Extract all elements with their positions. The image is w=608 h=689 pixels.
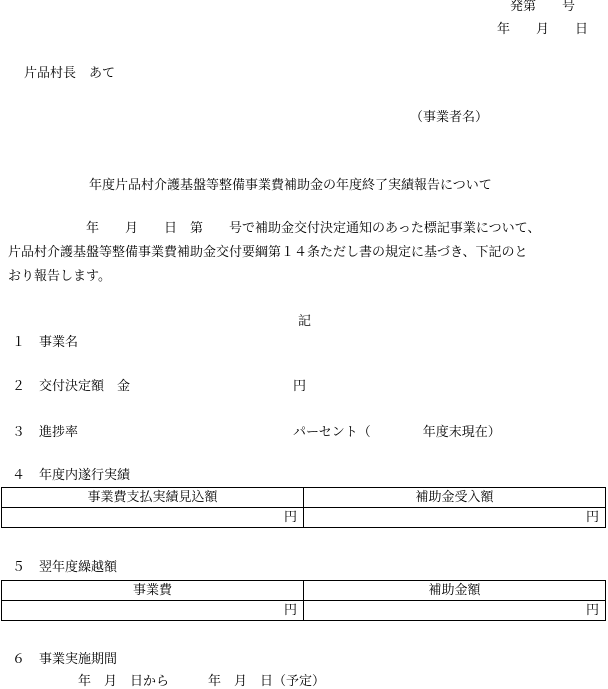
item-number: ２ — [12, 379, 26, 394]
item-number: ５ — [12, 560, 26, 575]
item-project-name: 事業名 — [39, 335, 79, 350]
body-line-3: おり報告します。 — [8, 269, 111, 284]
body-line-1: 年 月 日 第 号で補助金交付決定通知のあった標記事業について、 — [86, 221, 541, 236]
addressee: 片品村長 あて — [24, 66, 116, 81]
item-carryover: 翌年度繰越額 — [39, 560, 118, 575]
ki-heading: 記 — [298, 314, 312, 329]
progress-rate-unit: パーセント（ 年度末現在） — [293, 425, 501, 440]
item-number: ４ — [12, 468, 26, 483]
item-implementation-period: 事業実施期間 — [39, 652, 118, 667]
issue-number: 発第 号 — [510, 0, 576, 14]
implementation-period-value: 年 月 日から 年 月 日（予定） — [78, 674, 326, 689]
applicant-name: （事業者名） — [410, 110, 489, 125]
performance-header-expense: 事業費支払実績見込額 — [2, 488, 304, 508]
grant-amount-unit: 円 — [293, 379, 307, 394]
carryover-subsidy-cell: 円 — [304, 601, 606, 621]
item-number: ３ — [12, 425, 26, 440]
report-date: 年 月 日 — [497, 22, 589, 37]
carryover-header-subsidy: 補助金額 — [304, 581, 606, 601]
document-title: 年度片品村介護基盤等整備事業費補助金の年度終了実績報告について — [89, 178, 492, 193]
item-number: １ — [12, 335, 26, 350]
item-annual-performance: 年度内遂行実績 — [39, 468, 131, 483]
performance-table — [1, 487, 606, 528]
item-grant-amount: 交付決定額 金 — [39, 379, 131, 394]
carryover-expense-cell: 円 — [2, 601, 304, 621]
carryover-header-expense: 事業費 — [2, 581, 304, 601]
carryover-table — [1, 580, 606, 621]
item-progress-rate: 進捗率 — [39, 425, 79, 440]
item-number: ６ — [12, 652, 26, 667]
performance-expense-cell: 円 — [2, 508, 304, 528]
body-line-2: 片品村介護基盤等整備事業費補助金交付要綱第１４条ただし書の規定に基づき、下記のと — [8, 245, 528, 260]
performance-header-subsidy: 補助金受入額 — [304, 488, 606, 508]
performance-subsidy-cell: 円 — [304, 508, 606, 528]
